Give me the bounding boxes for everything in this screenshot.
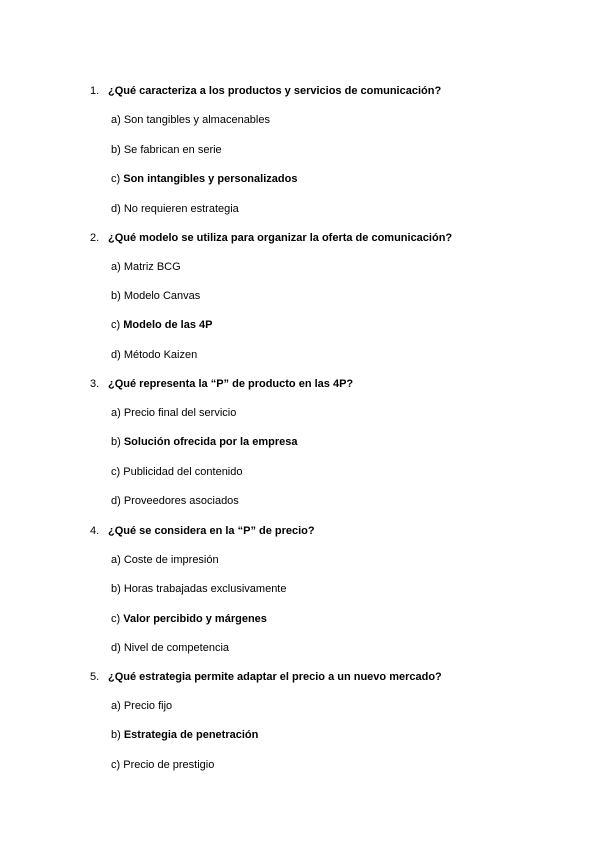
option-text: Horas trabajadas exclusivamente — [123, 583, 287, 595]
option-2d — [111, 348, 197, 362]
option-letter: b) — [111, 729, 121, 741]
option-text: Publicidad del contenido — [123, 466, 243, 478]
option-letter: b) — [111, 583, 121, 595]
option-2b — [111, 289, 200, 303]
question-text: ¿Qué representa la “P” de producto en las 4P? — [108, 378, 354, 390]
question-4 — [90, 524, 315, 538]
option-letter: a) — [111, 407, 121, 419]
question-text: ¿Qué caracteriza a los productos y servicios de comunicación? — [108, 85, 442, 97]
option-letter: a) — [111, 700, 121, 712]
option-letter: b) — [111, 290, 121, 302]
option-text: Modelo de las 4P — [123, 319, 213, 331]
option-5b — [111, 728, 258, 742]
option-text: Método Kaizen — [123, 349, 198, 361]
question-text: ¿Qué modelo se utiliza para organizar la oferta de comunicación? — [108, 232, 453, 244]
question-text: ¿Qué se considera en la “P” de precio? — [108, 525, 315, 537]
option-letter: d) — [111, 349, 121, 361]
option-text: Solución ofrecida por la empresa — [123, 436, 298, 448]
question-number: 5. — [90, 671, 100, 683]
question-number: 3. — [90, 378, 100, 390]
option-letter: b) — [111, 144, 121, 156]
option-1d — [111, 202, 239, 216]
question-5 — [90, 670, 442, 684]
option-5c — [111, 758, 214, 772]
question-2 — [90, 231, 452, 245]
option-text: Nivel de competencia — [123, 642, 230, 654]
option-4a — [111, 553, 219, 567]
option-text: Estrategia de penetración — [123, 729, 259, 741]
option-letter: c) — [111, 466, 121, 478]
option-4c — [111, 612, 267, 626]
question-number: 1. — [90, 85, 100, 97]
option-text: Proveedores asociados — [123, 495, 239, 507]
question-text: ¿Qué estrategia permite adaptar el precio a un nuevo mercado? — [108, 671, 442, 683]
option-text: Son tangibles y almacenables — [123, 114, 270, 126]
option-text: Modelo Canvas — [123, 290, 201, 302]
option-text: Precio fijo — [123, 700, 173, 712]
option-letter: d) — [111, 203, 121, 215]
option-text: No requieren estrategia — [123, 203, 239, 215]
option-letter: c) — [111, 613, 121, 625]
option-letter: b) — [111, 436, 121, 448]
option-2a — [111, 260, 181, 274]
option-4b — [111, 582, 286, 596]
question-number: 2. — [90, 232, 100, 244]
option-5a — [111, 699, 172, 713]
option-4d — [111, 641, 229, 655]
option-3b — [111, 435, 297, 449]
question-3 — [90, 377, 353, 391]
option-2c — [111, 318, 212, 332]
option-1a — [111, 113, 270, 127]
option-3c — [111, 465, 243, 479]
option-letter: a) — [111, 261, 121, 273]
option-text: Son intangibles y personalizados — [123, 173, 298, 185]
question-number: 4. — [90, 525, 100, 537]
option-letter: c) — [111, 759, 121, 771]
option-letter: a) — [111, 554, 121, 566]
option-1b — [111, 143, 222, 157]
option-3a — [111, 406, 236, 420]
option-text: Matriz BCG — [123, 261, 181, 273]
option-letter: a) — [111, 114, 121, 126]
option-text: Valor percibido y márgenes — [123, 613, 267, 625]
option-text: Se fabrican en serie — [123, 144, 222, 156]
option-letter: c) — [111, 319, 121, 331]
option-text: Precio de prestigio — [123, 759, 215, 771]
option-1c — [111, 172, 297, 186]
question-1 — [90, 84, 441, 98]
option-letter: d) — [111, 495, 121, 507]
option-text: Precio final del servicio — [123, 407, 237, 419]
option-text: Coste de impresión — [123, 554, 219, 566]
option-letter: c) — [111, 173, 121, 185]
option-letter: d) — [111, 642, 121, 654]
option-3d — [111, 494, 239, 508]
